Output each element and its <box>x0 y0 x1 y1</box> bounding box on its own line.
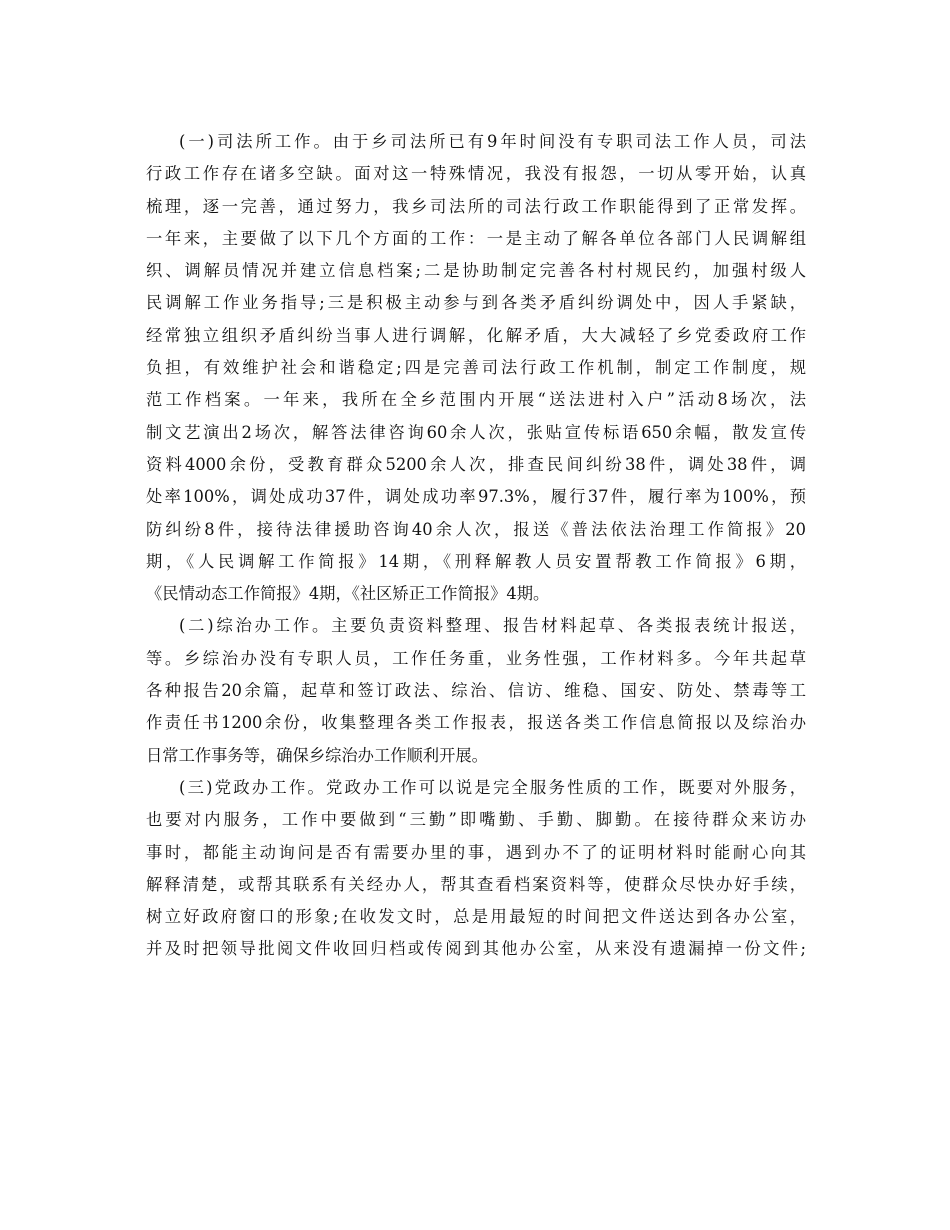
text-line: 日常工作事务等，确保乡综治办工作顺利开展。 <box>146 745 488 765</box>
text-line: 行政工作存在诸多空缺。面对这一特殊情况，我没有报怨，一切从零开始，认真 <box>146 164 806 184</box>
text-line: 解释清楚，或帮其联系有关经办人，帮其查看档案资料等，使群众尽快办好手续， <box>146 874 806 894</box>
text-line: (二)综治办工作。主要负责资料整理、报告材料起草、各类报表统计报送， <box>179 616 806 636</box>
text-line: 各种报告20余篇，起草和签订政法、综治、信访、维稳、国安、防处、禁毒等工 <box>146 681 806 701</box>
text-line: 民调解工作业务指导;三是积极主动参与到各类矛盾纠纷调处中，因人手紧缺， <box>146 293 806 313</box>
text-line: 并及时把领导批阅文件收回归档或传阅到其他办公室，从来没有遗漏掉一份文件; <box>146 939 806 959</box>
text-line: 期，《人民调解工作简报》14期，《刑释解教人员安置帮教工作简报》6期， <box>146 551 806 571</box>
text-line: 制文艺演出2场次，解答法律咨询60余人次，张贴宣传标语650余幅，散发宣传 <box>146 422 806 442</box>
text-line: 织、调解员情况并建立信息档案;二是协助制定完善各村村规民约，加强村级人 <box>146 261 806 281</box>
paragraph-comprehensive-office <box>146 610 806 771</box>
text-line: 也要对内服务，工作中要做到“三勤”即嘴勤、手勤、脚勤。在接待群众来访办 <box>146 810 806 830</box>
text-line: (一)司法所工作。由于乡司法所已有9年时间没有专职司法工作人员，司法 <box>179 132 806 151</box>
text-line: 梳理，逐一完善，通过努力，我乡司法所的司法行政工作职能得到了正常发挥。 <box>146 196 806 216</box>
text-line: 作责任书1200余份，收集整理各类工作报表，报送各类工作信息简报以及综治办 <box>146 713 806 733</box>
text-line: 范工作档案。一年来，我所在全乡范围内开展“送法进村入户”活动8场次，法 <box>146 390 806 410</box>
text-line: 一年来，主要做了以下几个方面的工作：一是主动了解各单位各部门人民调解组 <box>146 228 806 248</box>
text-line: 处率100%，调处成功37件，调处成功率97.3%，履行37件，履行率为100%，预 <box>146 487 806 507</box>
text-line: (三)党政办工作。党政办工作可以说是完全服务性质的工作，既要对外服务， <box>179 777 806 797</box>
paragraph-judicial-office <box>146 126 806 610</box>
text-line: 《民情动态工作简报》4期，《社区矫正工作简报》4期。 <box>146 584 550 604</box>
text-line: 事时，都能主动询问是否有需要办里的事，遇到办不了的证明材料时能耐心向其 <box>146 842 806 862</box>
text-line: 等。乡综治办没有专职人员，工作任务重，业务性强，工作材料多。今年共起草 <box>146 648 806 668</box>
text-line: 防纠纷8件，接待法律援助咨询40余人次，报送《普法依法治理工作简报》20 <box>146 519 806 539</box>
text-line: 负担，有效维护社会和谐稳定;四是完善司法行政工作机制，制定工作制度，规 <box>146 358 806 378</box>
text-line: 树立好政府窗口的形象;在收发文时，总是用最短的时间把文件送达到各办公室， <box>146 907 806 927</box>
text-line: 经常独立组织矛盾纠纷当事人进行调解，化解矛盾，大大减轻了乡党委政府工作 <box>146 325 806 345</box>
paragraph-party-office <box>146 772 806 966</box>
text-line: 资料4000余份，受教育群众5200余人次，排查民间纠纷38件，调处38件，调 <box>146 454 806 474</box>
document-body <box>146 126 806 966</box>
